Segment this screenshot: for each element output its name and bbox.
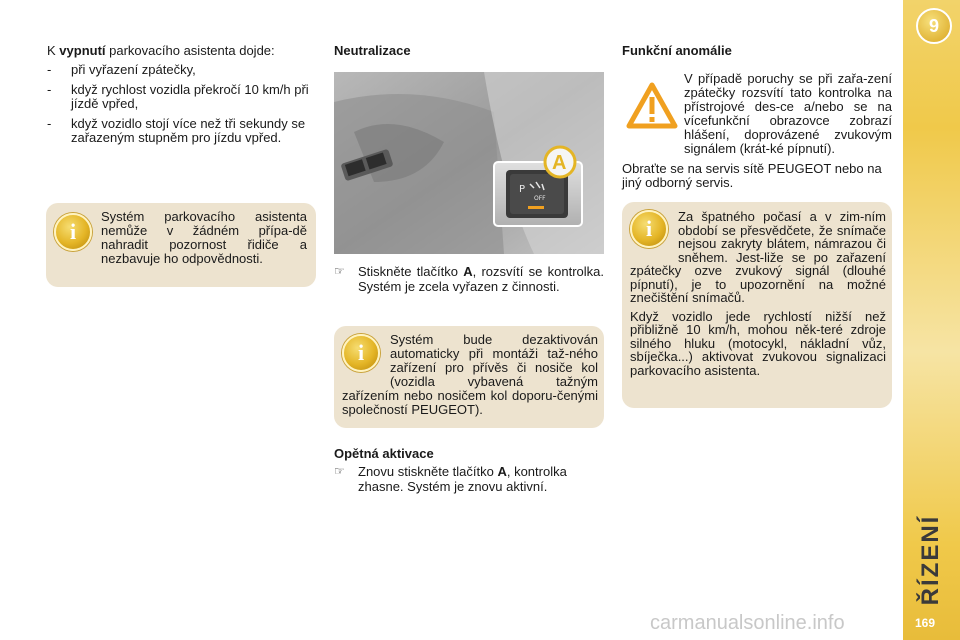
heading-neutralizace: Neutralizace [334,43,411,58]
watermark: carmanualsonline.info [650,612,845,634]
info-icon: i [54,213,92,251]
list-item: - když vozidlo stojí více než tři sekundy se zařazeným stupněm pro jízdu vpřed. [47,117,317,145]
chapter-title: ŘÍZENÍ [917,514,944,606]
info-box-col2 [334,326,604,428]
info-text-container [630,210,886,377]
info-text: Systém bude dezaktivován automaticky při montáži taž-ného zařízení pro přívěs či nosiče kol (vozidla vybavená tažným zařízením nebo nosičem kol doporu-čenými společností PEUGEOT). [342,332,598,417]
warning-triangle-wrap [622,72,684,144]
svg-text:OFF: OFF [534,195,546,202]
service-text: Obraťte se na servis sítě PEUGEOT nebo na jiný odborný servis. [622,161,882,190]
warning-block [622,72,892,190]
instruction2-block [334,464,604,494]
list-item: - při vyřazení zpátečky, [47,63,317,77]
intro-text [47,43,317,58]
dashboard-photo-svg [334,72,604,254]
list-item: - když rychlost vozidla překročí 10 km/h při jízdě vpřed, [47,83,317,111]
info-text-1: Za špatného počasí a v zim-ním období se přesvědčete, že snímače nejsou zakryty blátem, námrazou či sněhem. Jest-liže se po zařazení zpátečky ozve zvukový signál (dlouhé pípnutí), je to upozornění na možné znečištění snímačů. [630,209,886,305]
instruction2-post: , kontrolka zhasne. Systém je znovu aktivní. [358,464,567,494]
info-text-2: Když vozidlo jede rychlostí nižší než přibližně 10 km/h, mohou něk-teré zdroje silného hluku (motocykl, nákladní vůz, sbíječka...) aktivovat zvukovou signalizaci parkovacího asistenta. [630,308,886,378]
instruction-text [358,264,604,294]
callout-label-A: A [552,152,567,174]
instruction2-pre: Znovu stiskněte tlačítko [358,464,498,479]
pointing-hand-icon: ☞ [334,264,345,278]
intro-suffix: parkovacího asistenta dojde: [105,43,275,58]
page-number: 169 [915,616,936,630]
instruction-post: , rozsvítí se kontrolka. Systém je zcela vyřazen z činnosti. [358,264,604,294]
info-text: Systém parkovacího asistenta nemůže v žádném přípa-dě nahradit pozornost řidiče a nezbavuje ho odpovědnosti. [101,209,307,266]
instruction2-text [358,464,604,494]
chapter-number: 9 [928,15,939,36]
warning-text: V případě poruchy se při zařa-zení zpátečky rozsvítí tato kontrolka na přístrojové des-ce a/nebo se na vícefunkční obrazovce zobrazí hlášení, doprovázené zvukovým signálem (krát-ké pípnutí). [684,71,892,156]
info-box-col3 [622,202,892,408]
heading-opetna-aktivace: Opětná aktivace [334,446,434,461]
instruction-block [334,264,604,294]
deactivation-list [47,63,317,151]
warning-triangle-icon [626,82,678,130]
intro-prefix: K [47,43,60,58]
instruction-pre: Stiskněte tlačítko [358,264,464,279]
info-box-col1 [46,203,316,287]
chapter-number-badge [916,8,952,44]
intro-bold: vypnutí [59,43,106,58]
svg-text:P: P [519,184,526,195]
info-text-container [342,333,598,417]
instruction2-bold: A [497,464,507,479]
pointing-hand-icon: ☞ [334,464,345,478]
dashboard-photo [334,72,604,254]
instruction-bold: A [463,264,473,279]
info-icon: i [342,334,380,372]
chapter-title-container [906,515,956,605]
heading-funkcni-anomalie: Funkční anomálie [622,43,732,58]
info-icon: i [630,210,668,248]
